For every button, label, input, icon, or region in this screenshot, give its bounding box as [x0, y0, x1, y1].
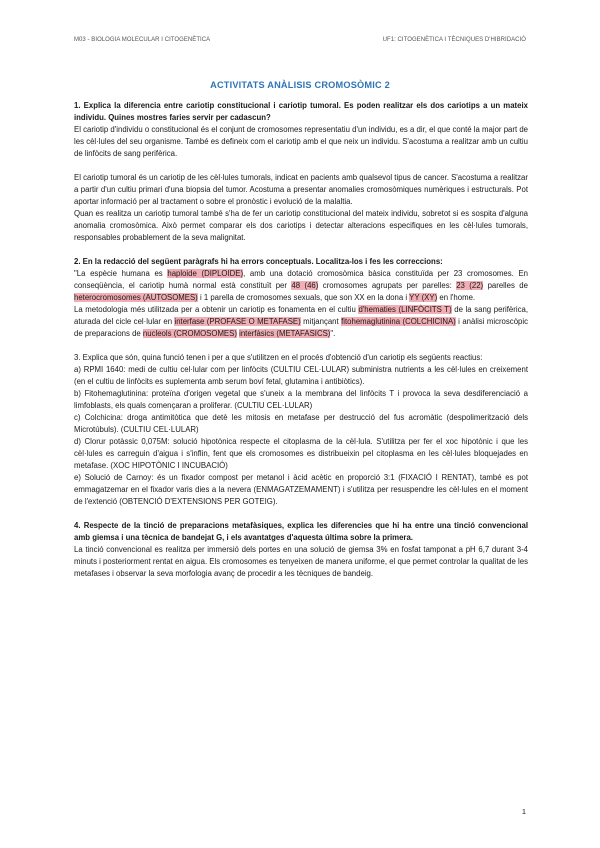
highlighted-correction: haploide (DIPLOIDE) [167, 269, 244, 278]
answer-2-paragraph-2 [74, 304, 528, 340]
answer-1-paragraph-2: El cariotip tumoral és un cariotip de les cèl·lules tumorals, indicat en pacients amb qualsevol tipus de cancer. S'acostuma a realitzar a partir d'un cultiu primari d'una biopsia del tumor. Acostuma a presentar anomalies cromosòmiques numèriques i estructurals. Pot aportar informació per al tractament o sobre el pronòstic i evolució de la malaltia. [74, 173, 528, 206]
text-segment: La metodologia més utilitzada per a obtenir un cariotip es fonamenta en el cultiu [74, 305, 359, 314]
document-title: ACTIVITATS ANÀLISIS CROMOSÒMIC 2 [210, 80, 390, 90]
header-left: M03 - BIOLOGIA MOLECULAR I CITOGENÈTICA [74, 37, 211, 43]
highlighted-correction: d'hematies (LINFÒCITS T) [358, 305, 452, 314]
text-segment: en l'home. [437, 293, 476, 302]
text-segment: i anàlisi microscòpic de preparacions de [74, 317, 528, 338]
highlighted-correction: 48 (46) [291, 281, 319, 290]
highlighted-correction: nucleols (CROMOSOMES) [142, 329, 237, 338]
text-segment: , amb una dotació cromosòmica bàsica constituïda per 23 cromosomes. En conseqüència, el cariotip humà normal està constituït per [74, 269, 529, 290]
page-header [74, 37, 526, 43]
page-number: 1 [521, 807, 526, 816]
text-segment: mitjançant [300, 317, 342, 326]
question-2: 2. En la redacció del següent paràgrafs hi ha errors conceptuals. Localitza-los i fes les correccions: [74, 257, 443, 266]
answer-4: La tinció convencional es realitza per immersió dels portes en una solució de giemsa 3% en fosfat tamponat a pH 6,7 durant 3-4 minuts i posteriorment rentat en aigua. Els cromosomes es tenyeixen de manera uniforme, el que permet controlar la qualitat de les metafases i observar la seva morfologia avanç de procedir a les tècniques de bandeig. [74, 545, 528, 578]
text-segment: de la sang perifèrica, aturada del cicle cel·lular en [74, 305, 528, 326]
answer-1-paragraph-1: El cariotip d'individu o constitucional és el conjunt de cromosomes representatiu d'un individu, es a dir, el que conté la major part de les cèl·lules del seu organisme. També es defineix com el cariotip amb el que neix un individu. S'acostuma a realitzar amb un cultiu de linfòcits de sang perifèrica. [74, 125, 528, 158]
reagent-b: b) Fitohemaglutinina: proteïna d'origen vegetal que s'uneix a la membrana del linfòcits T i provoca la seva desdiferenciació a limfoblasts, els quals començaran a proliferar. (CULTIU CEL·LULAR) [74, 389, 528, 410]
question-3: 3. Explica que són, quina funció tenen i per a que s'utilitzen en el procés d'obtenció d'un cariotip els següents reactius: [74, 353, 483, 362]
document-body [74, 100, 528, 580]
text-segment: cromosomes agrupats per parelles: [318, 281, 457, 290]
reagent-a: a) RPMI 1640: medi de cultiu cel·lular com per linfòcits (CULTIU CEL·LULAR) subministra nutrients a les cèl·lules en creixement (en el cultiu de linfòcits es suplementa amb serum boví fetal, glutamina i antibiòtics). [74, 365, 528, 386]
text-segment: i 1 parella de cromosomes sexuals, que son XX en la dona i [197, 293, 410, 302]
answer-1-paragraph-3: Quan es realitza un cariotip tumoral també s'ha de fer un cariotip constitucional del mateix individu, sobretot si es sospita d'alguna anomalia cromosòmica. Això permet comparar els dos cariotips i detectar alteracions especifiques en les cèl·lules tumorals, responsables probablement de la seva malignitat. [74, 209, 528, 242]
text-segment: ". [330, 329, 336, 338]
highlighted-correction: 23 (22) [456, 281, 484, 290]
text-segment: parelles de [483, 281, 528, 290]
highlighted-correction: YY (XY) [409, 293, 438, 302]
highlighted-correction: interfàsics (METAFASICS) [239, 329, 331, 338]
reagent-e: e) Solució de Carnoy: és un fixador compost per metanol i àcid acètic en proporció 3:1 (FIXACIÓ I RENTAT), també es pot emmagatzemar en el fixador varis dies a la nevera (ENMAGATZEMAMENT) i s'utilitza per resuspendre les cèl·lules en el moment de l'extenció (OBTENCIÓ D'EXTENSIONS PER GOTEIG). [74, 473, 528, 506]
text-segment: "La espècie humana es [74, 269, 168, 278]
question-4: 4. Respecte de la tinció de preparacions metafàsiques, explica les diferencies que hi ha entre una tinció convencional amb giemsa i una tècnica de bandejat G, i els avantatges d'aquesta última sobre la primera. [74, 521, 528, 542]
highlighted-correction: fitohemaglutinina (COLCHICINA) [341, 317, 456, 326]
question-1: 1. Explica la diferencia entre cariotip constitucional i cariotip tumoral. Es poden realitzar els dos cariotips a un mateix individu. Quines mostres faries servir per cadascun? [74, 101, 528, 122]
reagent-d: d) Clorur potàssic 0,075M: solució hipotònica respecte el citoplasma de la cèl·lula. S'utilitza per fer el xoc hipotònic i que les cèl·lules es carreguin d'aigua i s'inflin, fent que els cromosomes es distribueixin pel citoplasma en les cèl·lules bloquejades en metafase. (XOC HIPOTÒNIC I INCUBACIÓ) [74, 437, 528, 470]
header-right: UF1: CITOGENÈTICA I TÈCNIQUES D'HIBRIDACIÓ [382, 37, 526, 43]
answer-2-paragraph-1 [74, 268, 528, 304]
highlighted-correction: interfase (PROFASE O METAFASE) [174, 317, 301, 326]
reagent-c: c) Colchicina: droga antimitòtica que detè les mitosis en metafase per destrucció del fus acromàtic (despolimerització dels Microtúbuls). (CULTIU CEL·LULAR) [74, 413, 528, 434]
highlighted-correction: heterocromosomes (AUTOSOMES) [74, 293, 198, 302]
